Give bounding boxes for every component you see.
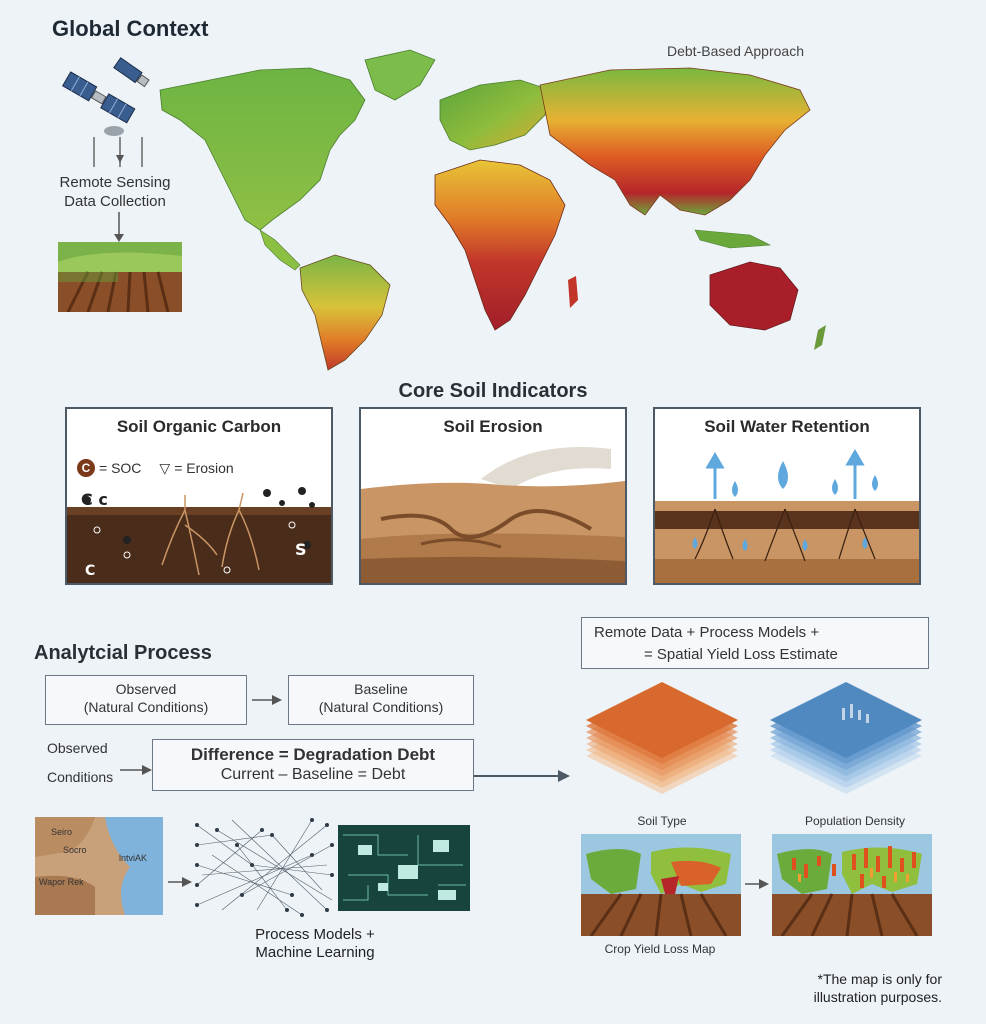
- footnote: *The map is only for illustration purposes.: [813, 971, 942, 1005]
- difference-box: Difference = Degradation Debt Current – Baseline = Debt: [152, 739, 474, 791]
- population-density-caption: Population Density: [804, 814, 906, 828]
- panel-soil-organic-carbon: [65, 407, 333, 585]
- population-density-layer-stack: [762, 678, 930, 808]
- arrow-down-icon: [113, 212, 125, 242]
- page-title: Global Context: [52, 16, 209, 41]
- map-label: Socro: [63, 845, 87, 855]
- panel-title-water: Soil Water Retention: [704, 417, 870, 436]
- svg-text:C c: C c: [81, 490, 108, 509]
- soc-legend: C = SOC ▽ = Erosion: [77, 459, 234, 477]
- map-label: lntviAK: [119, 853, 148, 863]
- process-models-caption: Process Models + Machine Learning: [255, 926, 375, 961]
- panel-soil-erosion: [359, 407, 627, 585]
- world-map: [150, 40, 830, 380]
- remote-sensing-label: Remote Sensing Data Collection: [59, 174, 171, 210]
- neural-network-graphic: [192, 815, 336, 917]
- water-retention-illustration: [655, 409, 919, 583]
- approach-label: Debt-Based Approach: [667, 43, 804, 59]
- arrow-right-long-icon: [474, 769, 570, 783]
- panel-title-soc: Soil Organic Carbon: [116, 417, 282, 436]
- crop-yield-loss-map-detailed: [772, 834, 932, 936]
- svg-text:S: S: [295, 540, 307, 559]
- arrow-right-icon: [120, 763, 152, 777]
- erosion-illustration: [361, 409, 625, 583]
- observed-conditions-label: Observed Conditions: [47, 740, 114, 785]
- observed-box: Observed (Natural Conditions): [45, 675, 247, 725]
- analytical-title: Analytcial Process: [34, 642, 212, 664]
- arrow-right-icon: [745, 878, 769, 890]
- soc-icon: C: [77, 459, 95, 477]
- crop-yield-loss-caption: Crop Yield Loss Map: [604, 942, 716, 956]
- map-label: Seiro: [51, 827, 73, 837]
- arrow-right-icon: [252, 693, 282, 707]
- soil-type-layer-stack: [578, 678, 746, 808]
- erosion-icon: ▽: [159, 459, 171, 476]
- panel-soil-water-retention: [653, 407, 921, 585]
- panel-title-erosion: Soil Erosion: [443, 417, 543, 436]
- region-map-thumbnail: [35, 817, 163, 915]
- core-indicators-title: Core Soil Indicators: [398, 380, 588, 402]
- soil-type-caption: Soil Type: [637, 814, 687, 828]
- map-label: Wapor Rek: [39, 877, 84, 887]
- formula-box: Remote Data + Process Models + = Spatial Yield Loss Estimate: [581, 617, 929, 669]
- arrow-right-icon: [168, 876, 192, 888]
- satellite-icon: [52, 55, 162, 170]
- svg-text:C: C: [85, 563, 96, 579]
- baseline-box: Baseline (Natural Conditions): [288, 675, 474, 725]
- circuit-board-graphic: [338, 825, 470, 911]
- crop-yield-loss-map: [581, 834, 741, 936]
- soc-illustration: [67, 485, 331, 583]
